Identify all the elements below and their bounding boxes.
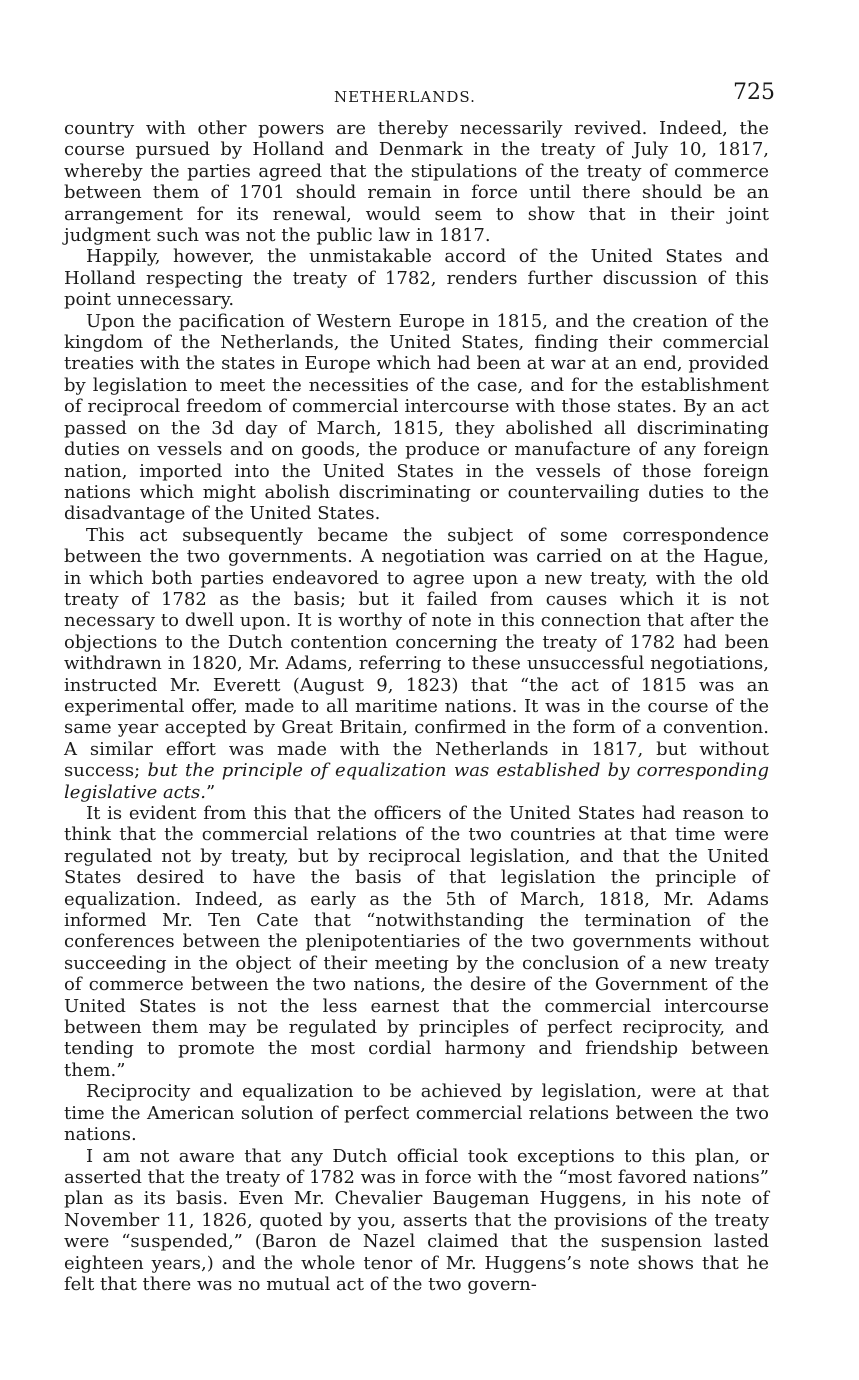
page-number: 725 — [733, 80, 775, 105]
body-text — [64, 118, 769, 1295]
paragraph-4-closing-quote: ” — [205, 781, 216, 803]
page-header — [64, 78, 775, 118]
paragraph-4-text: This act subsequently became the subject of some correspondence between the two governments. A negotiation was carried on at the Hague, in which both parties endeavored to agree upon a new treaty, with the old treaty of 1782 as the basis; but it failed from causes which it is not necessary to dwell upon. It is worthy of note in this connection that after the objections to the Dutch contention concerning the treaty of 1782 had been withdrawn in 1820, Mr. Adams, referring to these unsuccessful negotiations, instructed Mr. Everett (August 9, 1823) that “the act of 1815 was an experimental offer, made to all maritime nations. It was in the course of the same year accepted by Great Britain, confirmed in the form of a convention. A similar effort was made with the Netherlands in 1817, but without success; — [64, 524, 769, 782]
paragraph-1: country with other powers are thereby necessarily revived. Indeed, the course pursued by Holland and Denmark in the treaty of July 10, 1817, whereby the parties agreed that the stipulations of the treaty of commerce between them of 1701 should remain in force until there should be an arrangement for its renewal, would seem to show that in their joint judgment such was not the public law in 1817. — [64, 118, 769, 247]
paragraph-4-italic-quote: but the principle of equalization was established by corresponding legislative acts. — [64, 760, 769, 803]
paragraph-6: Reciprocity and equalization to be achieved by legislation, were at that time the American solution of perfect commercial relations between the two nations. — [64, 1081, 769, 1146]
paragraph-2: Happily, however, the unmistakable accord of the United States and Holland respecting the treaty of 1782, renders further discussion of this point unnecessary. — [64, 246, 769, 311]
paragraph-5: It is evident from this that the officers of the United States had reason to think that the commercial relations of the two countries at that time were regulated not by treaty, but by reciprocal legislation, and that the United States desired to have the basis of that legislation the principle of equalization. Indeed, as early as the 5th of March, 1818, Mr. Adams informed Mr. Ten Cate that “notwithstanding the termination of the conferences between the plenipotentiaries of the two governments without succeeding in the object of their meeting by the conclusion of a new treaty of commerce between the two nations, the desire of the Government of the United States is not the less earnest that the commercial intercourse between them may be regulated by principles of perfect reciprocity, and tending to promote the most cordial harmony and friendship between them.” — [64, 803, 769, 1081]
paragraph-7: I am not aware that any Dutch official took exceptions to this plan, or asserted that the treaty of 1782 was in force with the “most favored nations” plan as its basis. Even Mr. Chevalier Baugeman Huggens, in his note of November 11, 1826, quoted by you, asserts that the provisions of the treaty were “suspended,” (Baron de Nazel claimed that the suspension lasted eighteen years,) and the whole tenor of Mr. Huggens’s note shows that he felt that there was no mutual act of the two govern- — [64, 1145, 769, 1295]
paragraph-4 — [64, 525, 769, 803]
paragraph-3: Upon the pacification of Western Europe in 1815, and the creation of the kingdom of the Netherlands, the United States, finding their commercial treaties with the states in Europe which had been at war at an end, provided by legislation to meet the necessities of the case, and for the establishment of reciprocal freedom of commercial intercourse with those states. By an act passed on the 3d day of March, 1815, they abolished all discriminating duties on vessels and on goods, the produce or manufacture of any foreign nation, imported into the United States in the vessels of those foreign nations which might abolish discriminating or countervailing duties to the disadvantage of the United States. — [64, 310, 769, 525]
running-head: NETHERLANDS. — [334, 88, 476, 106]
